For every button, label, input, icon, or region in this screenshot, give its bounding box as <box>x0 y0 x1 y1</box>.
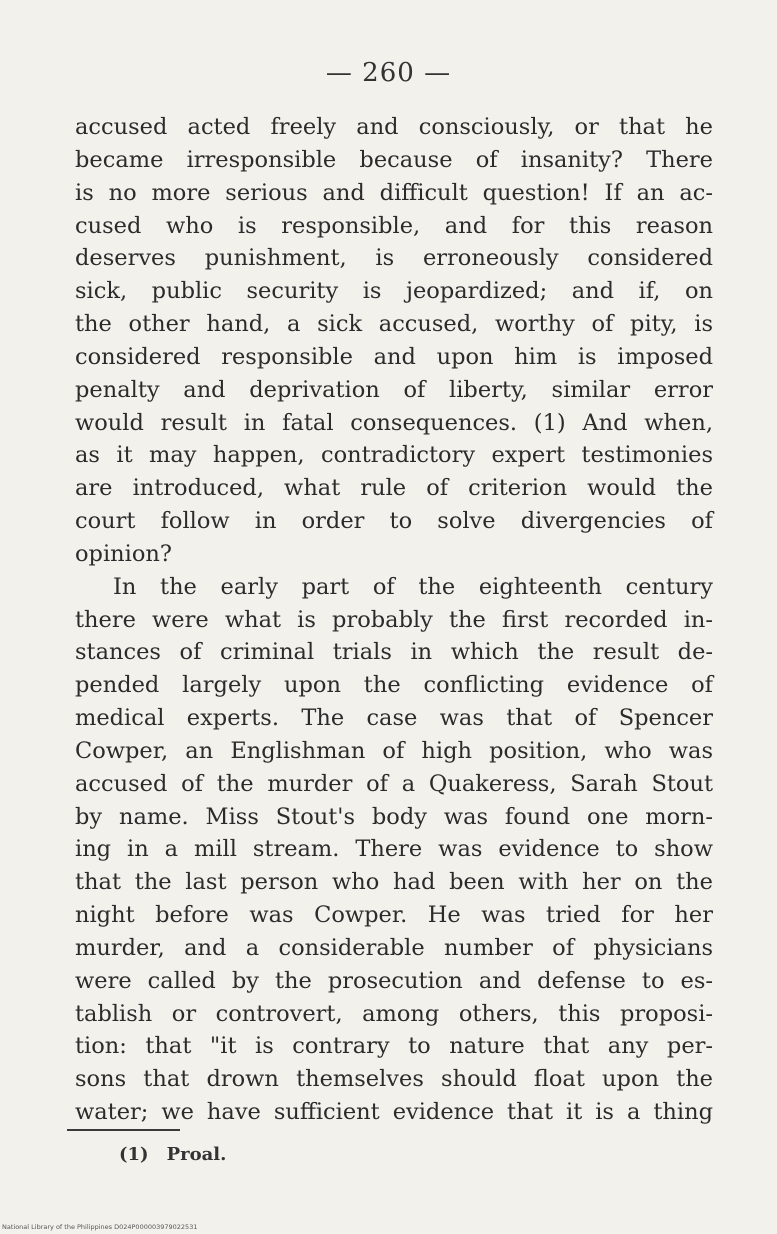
scan-stamp: National Library of the Philippines D024P000003979022531 <box>2 1223 198 1231</box>
text-line: pended largely upon the conflicting evidence of <box>75 672 713 698</box>
footnote-rule <box>67 1129 180 1131</box>
text-line: murder, and a considerable number of physicians <box>75 935 713 961</box>
text-line: were called by the prosecution and defense to es- <box>75 968 713 994</box>
text-line: tablish or controvert, among others, this proposi- <box>75 1001 713 1027</box>
text-line: ing in a mill stream. There was evidence to show <box>75 836 713 862</box>
text-line: by name. Miss Stout's body was found one morn- <box>75 804 713 830</box>
text-line: opinion? <box>75 541 172 567</box>
text-line: became irresponsible because of insanity? There <box>75 147 713 173</box>
text-line: would result in fatal consequences. (1) And when, <box>75 410 713 436</box>
text-line: tion: that "it is contrary to nature that any per- <box>75 1033 713 1059</box>
text-line: accused of the murder of a Quakeress, Sarah Stout <box>75 771 713 797</box>
text-line: considered responsible and upon him is imposed <box>75 344 713 370</box>
text-line: as it may happen, contradictory expert testimonies <box>75 442 713 468</box>
text-line: there were what is probably the first recorded in- <box>75 607 713 633</box>
text-line: sons that drown themselves should float upon the <box>75 1066 713 1092</box>
text-line: sick, public security is jeopardized; and if, on <box>75 278 713 304</box>
text-line: medical experts. The case was that of Spencer <box>75 705 713 731</box>
page-number: — 260 — <box>325 58 452 88</box>
text-line: that the last person who had been with her on the <box>75 869 713 895</box>
text-line: penalty and deprivation of liberty, similar error <box>75 377 713 403</box>
footnote <box>119 1144 226 1165</box>
text-line: court follow in order to solve divergencies of <box>75 508 713 534</box>
footnote-marker: (1) <box>119 1144 149 1165</box>
text-line: is no more serious and difficult question! If an ac- <box>75 180 713 206</box>
text-line: accused acted freely and consciously, or that he <box>75 114 713 140</box>
text-line: In the early part of the eighteenth century <box>113 574 713 600</box>
text-line: deserves punishment, is erroneously considered <box>75 245 713 271</box>
text-line: Cowper, an Englishman of high position, who was <box>75 738 713 764</box>
text-line: night before was Cowper. He was tried for her <box>75 902 713 928</box>
text-line: stances of criminal trials in which the result de- <box>75 639 713 665</box>
text-line: water; we have sufficient evidence that it is a thing <box>75 1099 713 1125</box>
footnote-text: Proal. <box>166 1144 227 1165</box>
text-line: cused who is responsible, and for this reason <box>75 213 713 239</box>
text-line: the other hand, a sick accused, worthy of pity, is <box>75 311 713 337</box>
text-line: are introduced, what rule of criterion would the <box>75 475 713 501</box>
